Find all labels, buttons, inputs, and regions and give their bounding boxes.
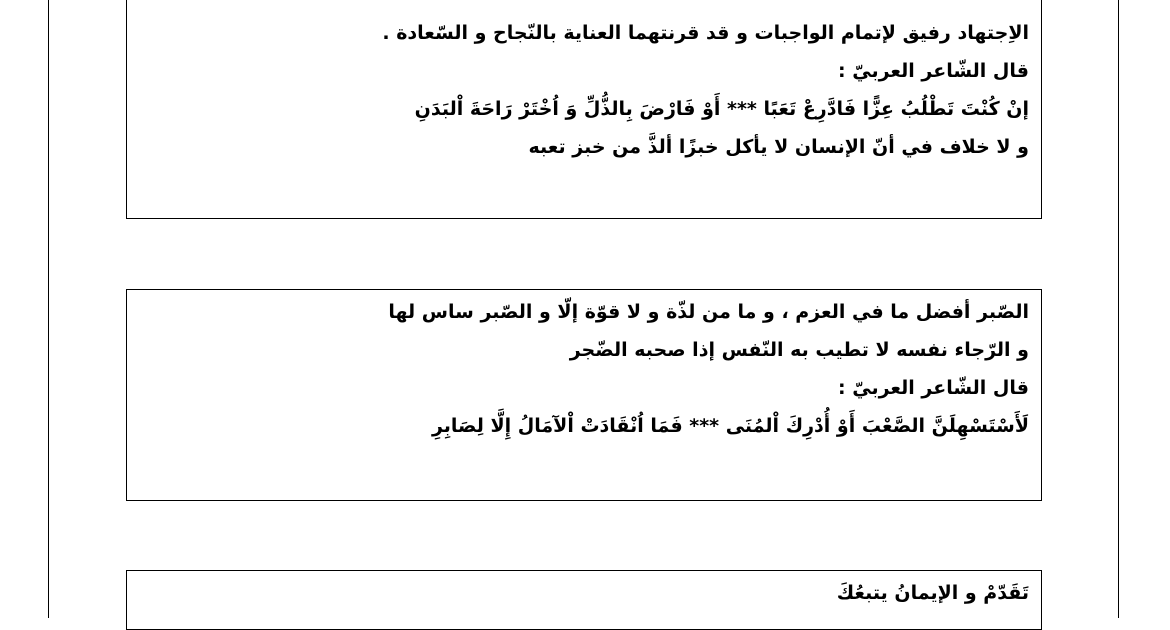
- paragraph-line: الصّبر أفضل ما في العزم ، و ما من لذّة و لا قوّة إلّا و الصّبر ساس لها: [388, 301, 1029, 323]
- poem-verse-line: لَأَسْتَسْهِلَنَّ الصَّعْبَ أَوْ أُدْرِكَ اْلمُنَى *** فَمَا اُنْقَادَتْ اْلآمَالُ إِلَّا لِصَابِرِ: [431, 415, 1029, 437]
- poet-intro-line: قال الشّاعر العربيّ :: [838, 377, 1029, 399]
- paragraph-line: تَقَدّمْ و الإيمانُ يتبعُكَ: [836, 582, 1029, 604]
- paragraph-line: و لا خلاف في أنّ الإنسان لا يأكل خبزًا ألذَّ من خبز تعبه: [528, 136, 1029, 158]
- paragraph-line: و الرّجاء نفسه لا تطيب به النّفس إذا صحبه الضّجر: [569, 339, 1029, 361]
- text-box-patience: [126, 289, 1042, 501]
- poem-verse-line: إنْ كُنْتَ تَطْلُبُ عِزًّا فَادَّرِعْ تَعَبًا *** أَوْ فَارْضَ بِالذُّلِّ وَ اُخْتَرْ رَاحَةَ اْلبَدَنِ: [414, 98, 1029, 120]
- paragraph-line: الاِجتهاد رفيق لإتمام الواجبات و قد قرنتهما العناية بالنّجاح و السّعادة .: [382, 22, 1029, 44]
- poet-intro-line: قال الشّاعر العربيّ :: [838, 60, 1029, 82]
- text-box-perseverance: [126, 0, 1042, 219]
- text-box-faith: [126, 570, 1042, 630]
